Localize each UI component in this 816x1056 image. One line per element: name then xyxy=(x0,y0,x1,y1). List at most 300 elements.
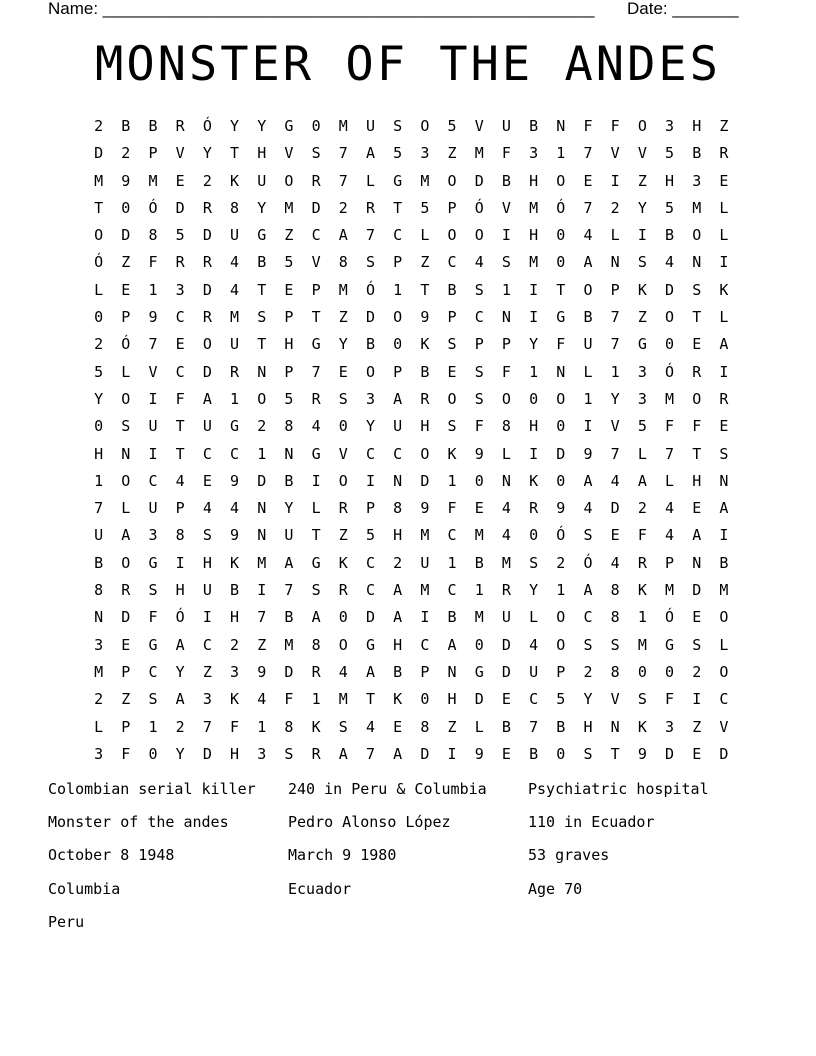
grid-cell: T xyxy=(175,444,185,463)
grid-cell: 5 xyxy=(94,362,104,381)
grid-cell: O xyxy=(474,226,484,245)
grid-cell: E xyxy=(719,171,729,190)
grid-cell: 8 xyxy=(338,253,348,272)
grid-cell: 5 xyxy=(665,198,675,217)
grid-cell: M xyxy=(529,198,539,217)
grid-cell: H xyxy=(529,171,539,190)
grid-cell: 8 xyxy=(175,526,185,545)
grid-cell: D xyxy=(365,608,375,627)
grid-cell: G xyxy=(311,335,321,354)
grid-cell: T xyxy=(393,198,403,217)
grid-cell: F xyxy=(230,717,240,736)
grid-cell: O xyxy=(556,608,566,627)
grid-cell: 8 xyxy=(420,717,430,736)
grid-cell: 2 xyxy=(230,635,240,654)
grid-cell: 3 xyxy=(665,717,675,736)
grid-cell: O xyxy=(420,444,430,463)
grid-cell: Y xyxy=(284,499,294,518)
grid-cell: O xyxy=(692,389,702,408)
grid-cell: 5 xyxy=(365,526,375,545)
grid-cell: N xyxy=(501,308,511,327)
grid-cell: 2 xyxy=(121,144,131,163)
grid-cell: 0 xyxy=(529,526,539,545)
grid-cell: Z xyxy=(338,526,348,545)
grid-cell: N xyxy=(257,499,267,518)
grid-cell: A xyxy=(175,635,185,654)
grid-cell: S xyxy=(474,362,484,381)
grid-cell: 0 xyxy=(311,117,321,135)
grid-cell: 2 xyxy=(692,662,702,681)
grid-cell: V xyxy=(610,690,620,709)
grid-cell: N xyxy=(393,471,403,490)
grid-cell: 9 xyxy=(420,308,430,327)
grid-cell: Ó xyxy=(556,526,566,545)
grid-cell: S xyxy=(447,335,457,354)
grid-cell: O xyxy=(556,389,566,408)
grid-cell: 5 xyxy=(665,144,675,163)
grid-cell: T xyxy=(365,690,375,709)
grid-cell: O xyxy=(583,280,593,299)
grid-cell: E xyxy=(202,471,212,490)
grid-cell: A xyxy=(202,389,212,408)
grid-cell: S xyxy=(692,280,702,299)
grid-cell: N xyxy=(257,362,267,381)
grid-cell: I xyxy=(311,471,321,490)
grid-cell: 8 xyxy=(501,417,511,436)
grid-cell: 4 xyxy=(501,526,511,545)
grid-cell: O xyxy=(420,117,430,135)
grid-cell: Ó xyxy=(202,117,212,135)
grid-cell: F xyxy=(665,690,675,709)
grid-cell: D xyxy=(202,226,212,245)
grid-cell: G xyxy=(365,635,375,654)
grid-cell: H xyxy=(202,553,212,572)
grid-cell: Ó xyxy=(583,553,593,572)
grid-cell: 9 xyxy=(556,499,566,518)
grid-cell: G xyxy=(474,662,484,681)
grid-cell: E xyxy=(692,744,702,763)
grid-row xyxy=(85,413,745,440)
grid-cell: E xyxy=(447,362,457,381)
grid-cell: 3 xyxy=(257,744,267,763)
grid-cell: E xyxy=(393,717,403,736)
grid-cell: I xyxy=(529,444,539,463)
grid-cell: L xyxy=(719,226,729,245)
grid-cell: B xyxy=(257,253,267,272)
grid-cell: C xyxy=(202,444,212,463)
grid-cell: 3 xyxy=(365,389,375,408)
grid-cell: F xyxy=(610,117,620,135)
grid-cell: D xyxy=(556,444,566,463)
grid-cell: U xyxy=(529,662,539,681)
grid-cell: E xyxy=(692,499,702,518)
grid-cell: 5 xyxy=(393,144,403,163)
grid-cell: 0 xyxy=(529,389,539,408)
grid-cell: 1 xyxy=(148,717,158,736)
word-bank-item: 240 in Peru & Columbia xyxy=(288,780,487,798)
grid-cell: 4 xyxy=(230,499,240,518)
grid-cell: R xyxy=(175,117,185,135)
grid-cell: D xyxy=(501,635,511,654)
grid-cell: P xyxy=(175,499,185,518)
grid-cell: L xyxy=(94,280,104,299)
grid-cell: 1 xyxy=(94,471,104,490)
grid-cell: 2 xyxy=(393,553,403,572)
grid-cell: L xyxy=(121,362,131,381)
grid-cell: 8 xyxy=(284,417,294,436)
word-bank-item: Colombian serial killer xyxy=(48,780,256,798)
grid-cell: 8 xyxy=(610,662,620,681)
word-bank-item: 53 graves xyxy=(528,846,610,865)
grid-cell: Z xyxy=(257,635,267,654)
grid-cell: B xyxy=(501,717,511,736)
grid-cell: 3 xyxy=(637,362,647,381)
grid-cell: T xyxy=(311,308,321,327)
grid-cell: T xyxy=(556,280,566,299)
grid-cell: M xyxy=(474,144,484,163)
grid-cell: 1 xyxy=(556,581,566,600)
grid-cell: R xyxy=(420,389,430,408)
grid-cell: E xyxy=(175,335,185,354)
grid-cell: E xyxy=(338,362,348,381)
grid-cell: I xyxy=(501,226,511,245)
grid-cell: S xyxy=(719,444,729,463)
grid-cell: O xyxy=(365,362,375,381)
grid-cell: C xyxy=(719,690,729,709)
grid-cell: 2 xyxy=(202,171,212,190)
grid-row xyxy=(85,249,745,276)
grid-cell: R xyxy=(692,362,702,381)
grid-cell: U xyxy=(501,117,511,135)
grid-cell: N xyxy=(501,471,511,490)
grid-cell: 1 xyxy=(257,717,267,736)
grid-cell: S xyxy=(583,635,593,654)
date-field-label: Date: _______ xyxy=(627,0,739,18)
grid-cell: C xyxy=(447,253,457,272)
grid-cell: R xyxy=(202,253,212,272)
grid-cell: 8 xyxy=(94,581,104,600)
grid-cell: C xyxy=(447,526,457,545)
grid-cell: 7 xyxy=(365,226,375,245)
grid-cell: K xyxy=(420,335,430,354)
grid-cell: G xyxy=(393,171,403,190)
grid-cell: 3 xyxy=(230,662,240,681)
grid-cell: 1 xyxy=(583,389,593,408)
grid-cell: R xyxy=(338,499,348,518)
grid-cell: Ó xyxy=(148,198,158,217)
grid-cell: 0 xyxy=(556,471,566,490)
grid-cell: 0 xyxy=(474,471,484,490)
grid-cell: P xyxy=(665,553,675,572)
grid-cell: 0 xyxy=(556,417,566,436)
grid-cell: U xyxy=(284,526,294,545)
grid-cell: 1 xyxy=(311,690,321,709)
grid-cell: T xyxy=(230,144,240,163)
grid-cell: B xyxy=(420,362,430,381)
grid-cell: T xyxy=(257,335,267,354)
grid-cell: Z xyxy=(284,226,294,245)
grid-cell: H xyxy=(393,635,403,654)
grid-cell: V xyxy=(719,717,729,736)
grid-cell: P xyxy=(610,280,620,299)
grid-row xyxy=(85,331,745,358)
grid-cell: 0 xyxy=(94,417,104,436)
grid-cell: 4 xyxy=(665,499,675,518)
grid-cell: Y xyxy=(365,417,375,436)
grid-cell: E xyxy=(121,635,131,654)
grid-cell: Y xyxy=(257,117,267,135)
grid-cell: E xyxy=(121,280,131,299)
grid-cell: K xyxy=(447,444,457,463)
grid-cell: L xyxy=(365,171,375,190)
grid-cell: O xyxy=(338,471,348,490)
grid-cell: L xyxy=(610,226,620,245)
grid-cell: 0 xyxy=(338,417,348,436)
grid-cell: B xyxy=(529,117,539,135)
grid-cell: 7 xyxy=(583,144,593,163)
grid-cell: B xyxy=(447,280,457,299)
grid-cell: D xyxy=(692,581,702,600)
grid-cell: A xyxy=(393,744,403,763)
grid-cell: 4 xyxy=(202,499,212,518)
grid-cell: V xyxy=(637,144,647,163)
grid-cell: R xyxy=(121,581,131,600)
grid-cell: 5 xyxy=(420,198,430,217)
grid-cell: P xyxy=(501,335,511,354)
grid-cell: N xyxy=(257,526,267,545)
grid-cell: S xyxy=(637,253,647,272)
grid-cell: C xyxy=(529,690,539,709)
grid-cell: O xyxy=(501,389,511,408)
grid-cell: B xyxy=(94,553,104,572)
grid-cell: Z xyxy=(637,308,647,327)
grid-cell: S xyxy=(284,744,294,763)
grid-row xyxy=(85,359,745,386)
grid-cell: Ó xyxy=(556,198,566,217)
grid-cell: 4 xyxy=(230,253,240,272)
grid-cell: F xyxy=(284,690,294,709)
grid-cell: 7 xyxy=(338,144,348,163)
grid-cell: C xyxy=(583,608,593,627)
grid-cell: K xyxy=(230,171,240,190)
grid-cell: T xyxy=(692,308,702,327)
grid-cell: S xyxy=(583,744,593,763)
grid-cell: 5 xyxy=(175,226,185,245)
grid-cell: S xyxy=(338,389,348,408)
grid-cell: O xyxy=(665,308,675,327)
grid-cell: 7 xyxy=(610,444,620,463)
grid-cell: M xyxy=(257,553,267,572)
grid-cell: M xyxy=(665,389,675,408)
grid-cell: G xyxy=(230,417,240,436)
grid-cell: 2 xyxy=(94,690,104,709)
grid-cell: N xyxy=(284,444,294,463)
grid-cell: S xyxy=(583,526,593,545)
grid-cell: F xyxy=(447,499,457,518)
grid-cell: 9 xyxy=(474,744,484,763)
grid-row xyxy=(85,632,745,659)
grid-cell: P xyxy=(365,499,375,518)
grid-cell: K xyxy=(230,690,240,709)
grid-cell: T xyxy=(257,280,267,299)
grid-cell: 3 xyxy=(202,690,212,709)
grid-cell: 4 xyxy=(529,635,539,654)
grid-cell: E xyxy=(501,744,511,763)
grid-cell: 2 xyxy=(338,198,348,217)
grid-cell: M xyxy=(474,608,484,627)
grid-cell: G xyxy=(148,635,158,654)
grid-cell: D xyxy=(420,471,430,490)
grid-cell: D xyxy=(121,226,131,245)
grid-cell: C xyxy=(148,662,158,681)
grid-cell: 2 xyxy=(583,662,593,681)
grid-cell: A xyxy=(393,581,403,600)
grid-cell: 0 xyxy=(338,608,348,627)
grid-cell: C xyxy=(175,362,185,381)
grid-cell: A xyxy=(365,144,375,163)
grid-cell: O xyxy=(719,662,729,681)
grid-cell: B xyxy=(121,117,131,135)
grid-cell: 7 xyxy=(148,335,158,354)
grid-cell: D xyxy=(257,471,267,490)
grid-cell: 4 xyxy=(474,253,484,272)
grid-cell: M xyxy=(148,171,158,190)
grid-cell: V xyxy=(311,253,321,272)
grid-row xyxy=(85,495,745,522)
grid-cell: 7 xyxy=(610,335,620,354)
word-search-grid xyxy=(85,113,745,768)
grid-cell: U xyxy=(583,335,593,354)
grid-cell: V xyxy=(474,117,484,135)
grid-cell: L xyxy=(529,608,539,627)
grid-cell: 1 xyxy=(148,280,158,299)
grid-cell: O xyxy=(637,117,647,135)
grid-cell: E xyxy=(583,171,593,190)
grid-cell: R xyxy=(501,581,511,600)
grid-cell: S xyxy=(365,253,375,272)
grid-cell: 3 xyxy=(420,144,430,163)
grid-cell: P xyxy=(556,662,566,681)
grid-cell: D xyxy=(501,662,511,681)
grid-cell: N xyxy=(692,553,702,572)
grid-row xyxy=(85,522,745,549)
grid-cell: F xyxy=(501,144,511,163)
grid-row xyxy=(85,195,745,222)
grid-cell: O xyxy=(338,635,348,654)
grid-cell: H xyxy=(230,744,240,763)
word-bank-item: Columbia xyxy=(48,879,121,898)
grid-cell: Z xyxy=(420,253,430,272)
grid-cell: Y xyxy=(94,389,104,408)
grid-cell: B xyxy=(447,608,457,627)
grid-cell: E xyxy=(719,417,729,436)
grid-cell: I xyxy=(529,308,539,327)
grid-cell: 0 xyxy=(556,226,566,245)
grid-cell: I xyxy=(719,526,729,545)
grid-cell: N xyxy=(556,117,566,135)
grid-cell: Y xyxy=(175,662,185,681)
grid-cell: S xyxy=(311,581,321,600)
grid-cell: S xyxy=(257,308,267,327)
grid-cell: U xyxy=(420,553,430,572)
grid-cell: B xyxy=(583,308,593,327)
grid-cell: U xyxy=(148,417,158,436)
grid-row xyxy=(85,277,745,304)
grid-cell: E xyxy=(692,335,702,354)
grid-cell: I xyxy=(529,280,539,299)
grid-cell: I xyxy=(583,417,593,436)
grid-cell: Y xyxy=(583,690,593,709)
grid-cell: 7 xyxy=(583,198,593,217)
grid-cell: M xyxy=(284,198,294,217)
grid-cell: K xyxy=(719,280,729,299)
grid-cell: O xyxy=(121,471,131,490)
grid-cell: P xyxy=(474,335,484,354)
grid-cell: 4 xyxy=(583,499,593,518)
grid-cell: 5 xyxy=(284,389,294,408)
grid-cell: N xyxy=(121,444,131,463)
grid-cell: 8 xyxy=(311,635,321,654)
grid-cell: F xyxy=(692,417,702,436)
grid-cell: H xyxy=(175,581,185,600)
grid-cell: H xyxy=(284,335,294,354)
grid-cell: P xyxy=(121,308,131,327)
grid-cell: H xyxy=(447,690,457,709)
grid-cell: C xyxy=(311,226,321,245)
grid-cell: O xyxy=(447,226,457,245)
grid-cell: 1 xyxy=(393,280,403,299)
grid-cell: D xyxy=(284,662,294,681)
grid-cell: V xyxy=(284,144,294,163)
grid-cell: M xyxy=(338,117,348,135)
grid-cell: 2 xyxy=(257,417,267,436)
grid-cell: D xyxy=(121,608,131,627)
grid-cell: H xyxy=(94,444,104,463)
grid-cell: D xyxy=(474,171,484,190)
grid-cell: 7 xyxy=(94,499,104,518)
grid-cell: F xyxy=(148,608,158,627)
grid-cell: D xyxy=(311,198,321,217)
grid-cell: U xyxy=(230,226,240,245)
grid-cell: K xyxy=(637,280,647,299)
grid-cell: P xyxy=(420,662,430,681)
grid-cell: 3 xyxy=(637,389,647,408)
grid-cell: 5 xyxy=(556,690,566,709)
grid-cell: U xyxy=(393,417,403,436)
grid-cell: B xyxy=(230,581,240,600)
grid-row xyxy=(85,659,745,686)
grid-row xyxy=(85,304,745,331)
grid-cell: A xyxy=(447,635,457,654)
grid-cell: D xyxy=(202,744,212,763)
grid-cell: O xyxy=(719,608,729,627)
grid-cell: V xyxy=(338,444,348,463)
grid-cell: 4 xyxy=(257,690,267,709)
grid-cell: S xyxy=(393,117,403,135)
grid-cell: U xyxy=(94,526,104,545)
grid-cell: S xyxy=(121,417,131,436)
grid-cell: Z xyxy=(121,253,131,272)
word-bank-item: March 9 1980 xyxy=(288,846,397,865)
grid-cell: 0 xyxy=(637,662,647,681)
grid-cell: R xyxy=(338,581,348,600)
grid-cell: P xyxy=(393,362,403,381)
grid-cell: M xyxy=(94,171,104,190)
grid-cell: O xyxy=(202,335,212,354)
grid-cell: Y xyxy=(637,198,647,217)
grid-cell: O xyxy=(121,389,131,408)
grid-cell: O xyxy=(121,553,131,572)
